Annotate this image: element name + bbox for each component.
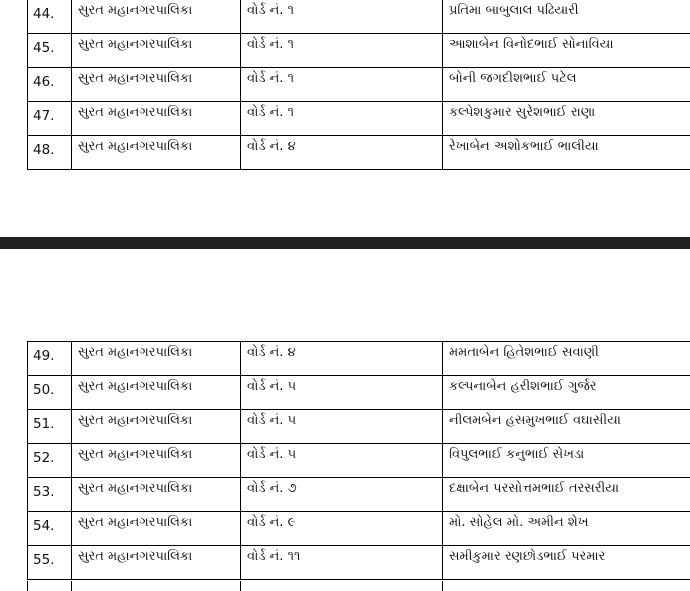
ward-number: વોર્ડ નં. ૫ [241, 376, 443, 410]
table-row [28, 0, 690, 34]
corporation-name: સુરત મહાનગરપાલિકા [72, 342, 241, 376]
serial-number: 51. [28, 410, 72, 444]
corporation-name: સુરત મહાનગરપાલિકા [72, 34, 241, 68]
person-name: આશાબેન વિનોદભાઈ સોનાવિયા [443, 34, 690, 68]
table-row [28, 512, 690, 546]
ward-number: વોર્ડ નં. ૧૧ [241, 546, 443, 580]
corporation-name: સુરત મહાનગરપાલિકા [72, 136, 241, 170]
table-continuation-border [442, 581, 443, 591]
table-row [28, 68, 690, 102]
serial-number: 45. [28, 34, 72, 68]
table-row [28, 34, 690, 68]
table-row [28, 444, 690, 478]
corporation-name: સુરત મહાનગરપાલિકા [72, 444, 241, 478]
corporation-name: સુરત મહાનગરપાલિકા [72, 512, 241, 546]
ward-number: વોર્ડ નં. ૪ [241, 342, 443, 376]
table-row [28, 546, 690, 580]
ward-number: વોર્ડ નં. ૪ [241, 136, 443, 170]
person-name: મો. સોહેલ મો. અમીન શેખ [443, 512, 690, 546]
table-row [28, 102, 690, 136]
serial-number: 46. [28, 68, 72, 102]
serial-number: 53. [28, 478, 72, 512]
ward-number: વોર્ડ નં. ૭ [241, 478, 443, 512]
ward-number: વોર્ડ નં. ૫ [241, 410, 443, 444]
table-row [28, 376, 690, 410]
page-break-divider [0, 237, 690, 249]
person-name: પ્રતિમા બાબુલાલ પઢિયારી [443, 0, 690, 34]
candidate-table-page-2 [27, 341, 690, 580]
candidate-table-page-1 [27, 0, 690, 170]
corporation-name: સુરત મહાનગરપાલિકા [72, 68, 241, 102]
ward-number: વોર્ડ નં. ૯ [241, 512, 443, 546]
table-continuation-border [27, 581, 28, 591]
person-name: સમીકુમાર રણછોડભાઈ પરમાર [443, 546, 690, 580]
table-row [28, 410, 690, 444]
serial-number: 49. [28, 342, 72, 376]
person-name: રેખાબેન અશોકભાઈ ભાલીયા [443, 136, 690, 170]
person-name: મમતાબેન હિતેશભાઈ સવાણી [443, 342, 690, 376]
corporation-name: સુરત મહાનગરપાલિકા [72, 376, 241, 410]
ward-number: વોર્ડ નં. ૫ [241, 444, 443, 478]
corporation-name: સુરત મહાનગરપાલિકા [72, 478, 241, 512]
table-continuation-border [240, 581, 241, 591]
serial-number: 54. [28, 512, 72, 546]
person-name: નીલમબેન હસમુખભાઈ વઘાસીયા [443, 410, 690, 444]
corporation-name: સુરત મહાનગરપાલિકા [72, 0, 241, 34]
ward-number: વોર્ડ નં. ૧ [241, 34, 443, 68]
serial-number: 50. [28, 376, 72, 410]
person-name: દક્ષાબેન પરસોત્તમભાઈ તરસરીયા [443, 478, 690, 512]
table-continuation-border [71, 581, 72, 591]
serial-number: 44. [28, 0, 72, 34]
ward-number: વોર્ડ નં. ૧ [241, 102, 443, 136]
corporation-name: સુરત મહાનગરપાલિકા [72, 410, 241, 444]
person-name: કલ્પેશકુમાર સુરેશભાઈ રાણા [443, 102, 690, 136]
corporation-name: સુરત મહાનગરપાલિકા [72, 102, 241, 136]
ward-number: વોર્ડ નં. ૧ [241, 0, 443, 34]
person-name: કલ્પનાબેન હરીશભાઈ ગુર્જર [443, 376, 690, 410]
table-row [28, 342, 690, 376]
ward-number: વોર્ડ નં. ૧ [241, 68, 443, 102]
serial-number: 47. [28, 102, 72, 136]
table-row [28, 478, 690, 512]
table-row [28, 136, 690, 170]
person-name: બોની જગદીશભાઈ પટેલ [443, 68, 690, 102]
serial-number: 52. [28, 444, 72, 478]
serial-number: 55. [28, 546, 72, 580]
corporation-name: સુરત મહાનગરપાલિકા [72, 546, 241, 580]
serial-number: 48. [28, 136, 72, 170]
person-name: વિપુલભાઈ કનુભાઈ સેખડા [443, 444, 690, 478]
